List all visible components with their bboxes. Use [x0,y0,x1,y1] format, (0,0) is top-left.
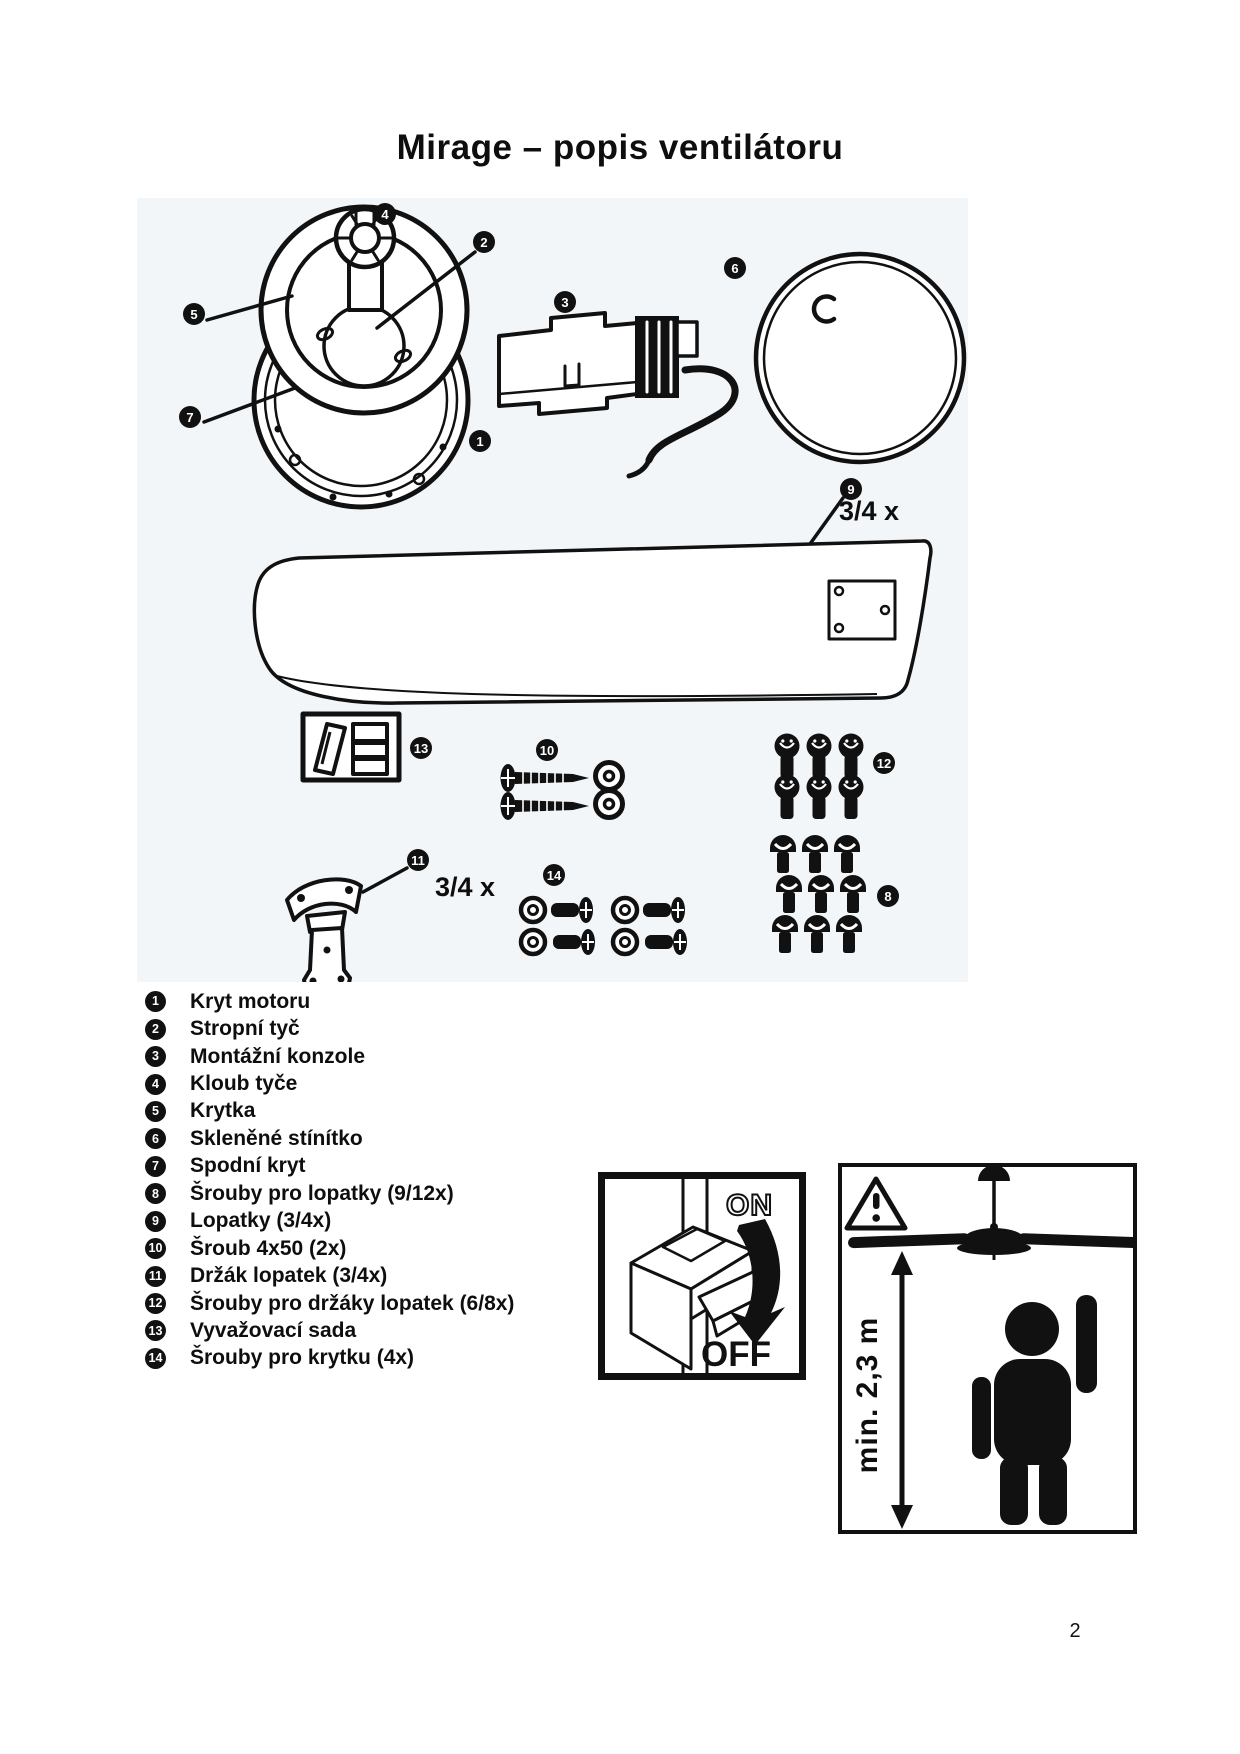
part-label: Spodní kryt [190,1154,306,1178]
part-number-badge: 12 [145,1293,166,1314]
part-row-7 [145,1153,514,1180]
callout-badge-3: 3 [554,291,576,313]
long-screws-drawing [501,763,623,821]
part-number-badge: 8 [145,1183,166,1204]
part-number-badge: 1 [145,991,166,1012]
fan-blade-drawing [254,541,930,703]
min-height-panel [838,1163,1137,1534]
part-label: Šrouby pro držáky lopatek (6/8x) [190,1291,515,1315]
part-label: Montážní konzole [190,1044,365,1068]
part-row-8 [145,1180,514,1207]
part-row-2 [145,1015,514,1042]
power-off-panel [598,1172,806,1380]
callout-badge-11: 11 [407,849,429,871]
callout-badge-6: 6 [724,257,746,279]
blade-holder-drawing [287,879,361,982]
part-label: Šroub 4x50 (2x) [190,1236,347,1260]
parts-list [145,988,514,1372]
balancing-kit-drawing [303,714,399,780]
part-row-12 [145,1290,514,1317]
part-label: Šrouby pro krytku (4x) [190,1346,415,1370]
callout-badge-4: 4 [374,203,396,225]
part-label: Lopatky (3/4x) [190,1209,332,1233]
part-number-badge: 3 [145,1046,166,1067]
part-label: Vyvažovací sada [190,1318,357,1342]
part-label: Krytka [190,1099,256,1123]
mounting-bracket-drawing [499,313,735,476]
part-label: Kloub tyče [190,1072,298,1096]
part-number-badge: 14 [145,1348,166,1369]
switch-on-label: ON [726,1189,773,1222]
part-number-badge: 2 [145,1019,166,1040]
page-number: 2 [1069,1620,1081,1642]
callout-badge-8: 8 [877,885,899,907]
min-height-label: min. 2,3 m [851,1316,884,1474]
part-row-1 [145,988,514,1015]
dimension-arrow [891,1251,913,1529]
part-row-3 [145,1043,514,1070]
glass-shade-drawing [756,254,964,462]
holder-screws-drawing [775,734,864,820]
parts-diagram [137,198,968,982]
part-row-14 [145,1345,514,1372]
person-silhouette-icon [972,1295,1097,1525]
callout-badge-7: 7 [179,406,201,428]
part-number-badge: 13 [145,1320,166,1341]
page-title: Mirage – popis ventilátoru [396,128,844,167]
part-row-11 [145,1262,514,1289]
callout-badge-5: 5 [183,303,205,325]
switch-off-label: OFF [701,1335,771,1373]
blade-screws-drawing [770,835,866,953]
callout-badge-9: 9 [840,478,862,500]
part-label: Skleněné stínítko [190,1126,363,1150]
part-row-10 [145,1235,514,1262]
part-number-badge: 4 [145,1074,166,1095]
cover-screws-drawing [521,897,687,955]
blade-qty-label: 3/4 x [839,496,900,526]
part-number-badge: 11 [145,1266,166,1287]
part-row-9 [145,1208,514,1235]
part-label: Držák lopatek (3/4x) [190,1264,388,1288]
part-number-badge: 10 [145,1238,166,1259]
callout-badge-10: 10 [536,739,558,761]
part-number-badge: 9 [145,1211,166,1232]
callout-badge-14: 14 [543,864,565,886]
callout-badge-12: 12 [873,752,895,774]
part-number-badge: 7 [145,1156,166,1177]
part-row-13 [145,1317,514,1344]
holder-qty-label: 3/4 x [435,872,496,902]
motor-assembly-drawing [254,207,468,507]
part-row-4 [145,1070,514,1097]
callout-badge-2: 2 [473,231,495,253]
part-row-6 [145,1125,514,1152]
part-row-5 [145,1098,514,1125]
callout-badge-13: 13 [410,737,432,759]
part-label: Stropní tyč [190,1017,300,1041]
part-number-badge: 6 [145,1128,166,1149]
callout-badge-1: 1 [469,430,491,452]
breaker-off-icon [605,1179,799,1373]
part-label: Kryt motoru [190,989,311,1013]
part-number-badge: 5 [145,1101,166,1122]
part-label: Šrouby pro lopatky (9/12x) [190,1181,454,1205]
